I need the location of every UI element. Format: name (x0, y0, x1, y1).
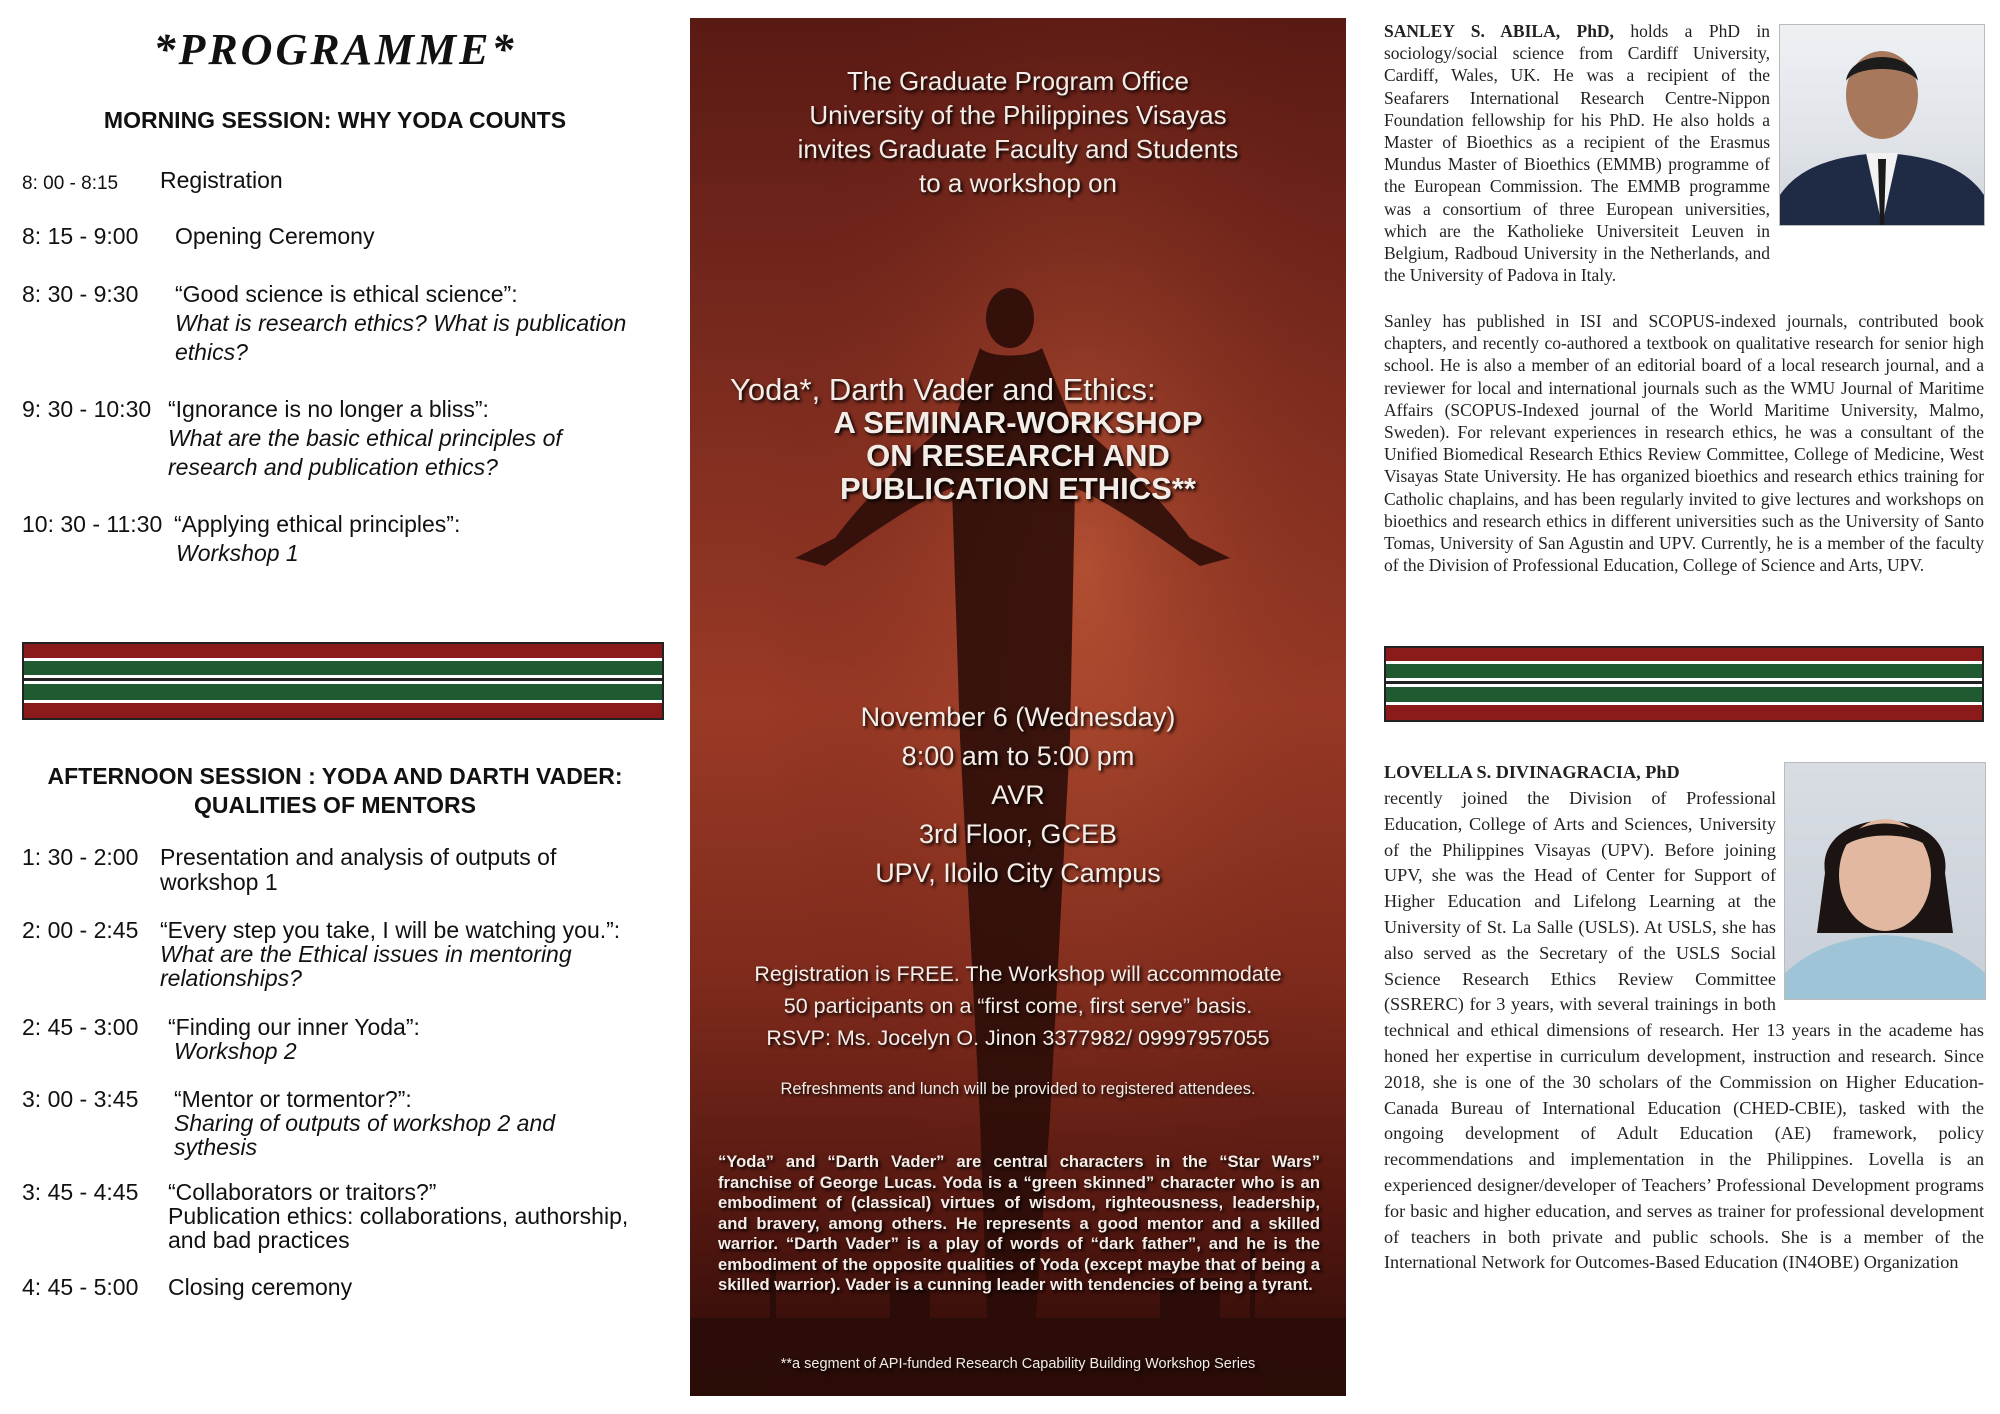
schedule-subtitle: What are the Ethical issues in mentoring (160, 941, 572, 967)
schedule-title: “Applying ethical principles”: (174, 511, 461, 537)
schedule-time: 4: 45 - 5:00 (22, 1274, 139, 1300)
abila-bio-text: holds a PhD in sociology/social science from Cardiff University, Cardiff, Wales, UK. He was a recipient of the Seafarers International Research Centre-Nippon Foundation fellowship for his PhD. He also holds a Master of Bioethics as a recipient of the Erasmus Mundus Master of Bioethics (EMMB) programme of the European Commission. The EMMB programme was a consortium of three European universities, which are the Katholieke Universiteit Leuven in Belgium, Radboud University in the Netherlands, and the University of Padova in Italy. (1384, 21, 1770, 286)
schedule-subtitle: relationships? (160, 965, 302, 991)
schedule-subtitle: Workshop 1 (176, 540, 299, 566)
schedule-time: 9: 30 - 10:30 (22, 396, 152, 422)
divinagracia-name: LOVELLA S. DIVINAGRACIA, PhD (1384, 762, 1680, 782)
schedule-time: 10: 30 - 11:30 (22, 511, 163, 537)
schedule-time: 3: 45 - 4:45 (22, 1179, 139, 1205)
schedule-title: “Every step you take, I will be watching you.”: (160, 917, 621, 943)
divinagracia-bio-top (1384, 760, 1776, 786)
abila-bio-2: Sanley has published in ISI and SCOPUS-indexed journals, contributed book chapters, and recently co-authored a textbook on qualitative research for senior high school. He is also a member of an editorial board of a local research journal, and a reviewer for local and international journals such as the WMU Journal of Maritime Affairs (SCOPUS-Indexed journal of the World Maritime University, Malmo, Sweden). For relevant experiences in research ethics, he was a consultant of the Unified Biomedical Research Ethics Review Committee, College of Medicine, West Visayas State University. He has organized bioethics and research ethics training for Catholic chaplains, and has been regularly invited to give lectures and workshops on bioethics and research ethics in different universities such as the University of Santo Tomas, University of San Agustin and UPV. Currently, he is a member of the faculty of the Division of Professional Education, College of Science and Arts, UPV. (1384, 311, 1984, 576)
schedule-row (22, 280, 662, 370)
event-subhead (690, 406, 1346, 505)
schedule-subtitle: What is research ethics? What is publication (175, 310, 627, 336)
schedule-row (22, 395, 662, 485)
intro-line: to a workshop on (918, 168, 1117, 198)
detail-venue: AVR (991, 780, 1045, 810)
intro-line: University of the Philippines Visayas (809, 100, 1227, 130)
decorative-stripe-band (1384, 646, 1984, 722)
afternoon-title-line: AFTERNOON SESSION : YODA AND DARTH VADER: (47, 763, 623, 789)
decorative-stripe-band (22, 642, 664, 720)
afternoon-title-line: QUALITIES OF MENTORS (194, 792, 476, 818)
schedule-title: “Mentor or tormentor?”: (174, 1086, 412, 1112)
schedule-title: Registration (160, 167, 283, 193)
schedule-subtitle: ethics? (175, 339, 248, 365)
intro-line: The Graduate Program Office (846, 66, 1189, 96)
schedule-title-cont: and bad practices (168, 1227, 350, 1253)
schedule-subtitle: sythesis (174, 1134, 258, 1160)
schedule-row (22, 1180, 662, 1260)
divinagracia-bio-text: recently joined the Division of Professional Education, College of Arts and Sciences, University of the Philippines Visayas (UPV). Before joining UPV, she was the Head of Center for Support of Higher Education and Lifelong Learning at the University of St. La Salle (USLS). At USLS, she has also served as the Secretary of the USLS Social Science Research Ethics Review Committee (SSRERC) for 3 years, with several trainings in both technical and ethical dimensions of research. Her 13 years in the academe has honed her expertise in curriculum development, instruction and research. Since 2018, she is one of the 30 scholars of the Commission on Higher Education-Canada Bureau of International Education (CHED-CBIE), tasked with the ongoing development of Adult Education (AE) framework, policy recommendations and implementation in the Philippines. Lovella is an experienced designer/developer of Teachers’ Professional Development programs for basic and higher education, and serves as trainer for professional development of teachers in both private and public schools. She is a member of the International Network for Outcomes-Based Education (IN4OBE) Organization (1384, 788, 1984, 1273)
schedule-subtitle: Sharing of outputs of workshop 2 and (174, 1110, 556, 1136)
schedule-title: Opening Ceremony (175, 223, 375, 249)
schedule-time: 8: 30 - 9:30 (22, 281, 139, 307)
abila-name: SANLEY S. ABILA, PhD, (1384, 21, 1614, 41)
photo-spacer (1776, 786, 1984, 1000)
invitation-panel (690, 18, 1346, 1396)
schedule-title: “Finding our inner Yoda”: (168, 1014, 420, 1040)
schedule-time: 1: 30 - 2:00 (22, 844, 139, 870)
schedule-title: Closing ceremony (168, 1274, 353, 1300)
schedule-time: 2: 00 - 2:45 (22, 917, 139, 943)
event-details (690, 698, 1346, 893)
schedule-subtitle: Workshop 2 (174, 1038, 297, 1064)
schedule-time: 2: 45 - 3:00 (22, 1014, 139, 1040)
schedule-subtitle: What are the basic ethical principles of (168, 425, 562, 451)
schedule-time: 8: 15 - 9:00 (22, 223, 139, 249)
detail-date: November 6 (Wednesday) (860, 702, 1176, 732)
schedule-title: Presentation and analysis of outputs of (160, 844, 557, 870)
refreshments-note: Refreshments and lunch will be provided to registered attendees. (780, 1080, 1256, 1098)
schedule-time: 8: 00 - 8:15 (22, 173, 119, 194)
detail-floor: 3rd Floor, GCEB (918, 819, 1118, 849)
morning-session-title: MORNING SESSION: WHY YODA COUNTS (103, 107, 567, 133)
divinagracia-bio (1384, 786, 1984, 1276)
schedule-subtitle: research and publication ethics? (168, 454, 498, 480)
footnote: **a segment of API-funded Research Capability Building Workshop Series (780, 1356, 1256, 1372)
characters-note: “Yoda” and “Darth Vader” are central characters in the “Star Wars” franchise of George Lucas. Yoda is a “green skinned” character who is an embodiment of (classical) virtues of wisdom, righteousness, leadership, and bravery, among others. He represents a good mentor and a skilled warrior. “Darth Vader” is a play of words of “dark father”, and he is the embodiment of the opposite qualities of Yoda (except maybe that of being a skilled warrior). Vader is a cunning leader with tendencies of being a tyrant. (718, 1152, 1320, 1294)
event-headline: Yoda*, Darth Vader and Ethics: (730, 372, 1156, 407)
registration-block (690, 958, 1346, 1054)
schedule-title-cont: Publication ethics: collaborations, authorship, (168, 1203, 629, 1229)
registration-line: 50 participants on a “first come, first serve” basis. (783, 994, 1253, 1018)
subhead-line: PUBLICATION ETHICS** (840, 471, 1196, 506)
detail-time: 8:00 am to 5:00 pm (901, 741, 1135, 771)
abila-bio-top (1384, 20, 1770, 286)
registration-line: Registration is FREE. The Workshop will accommodate (754, 962, 1282, 986)
schedule-title: “Good science is ethical science”: (175, 281, 518, 307)
abila-photo (1779, 24, 1985, 226)
schedule-row (22, 918, 662, 998)
schedule-title: “Collaborators or traitors?” (168, 1179, 437, 1205)
afternoon-session-title (0, 762, 670, 820)
subhead-line: A SEMINAR-WORKSHOP (833, 405, 1203, 440)
programme-title: *PROGRAMME* (153, 25, 517, 74)
schedule-title-cont: workshop 1 (160, 869, 278, 895)
schedule-title: “Ignorance is no longer a bliss”: (168, 396, 489, 422)
schedule-row (22, 1015, 662, 1070)
intro-line: invites Graduate Faculty and Students (797, 134, 1239, 164)
schedule-row (22, 1087, 662, 1167)
detail-campus: UPV, Iloilo City Campus (875, 858, 1161, 888)
registration-line: RSVP: Ms. Jocelyn O. Jinon 3377982/ 09997957055 (766, 1026, 1270, 1050)
schedule-time: 3: 00 - 3:45 (22, 1086, 139, 1112)
schedule-row (22, 845, 662, 905)
schedule-row (22, 510, 662, 570)
intro-block (690, 64, 1346, 200)
subhead-line: ON RESEARCH AND (866, 438, 1170, 473)
